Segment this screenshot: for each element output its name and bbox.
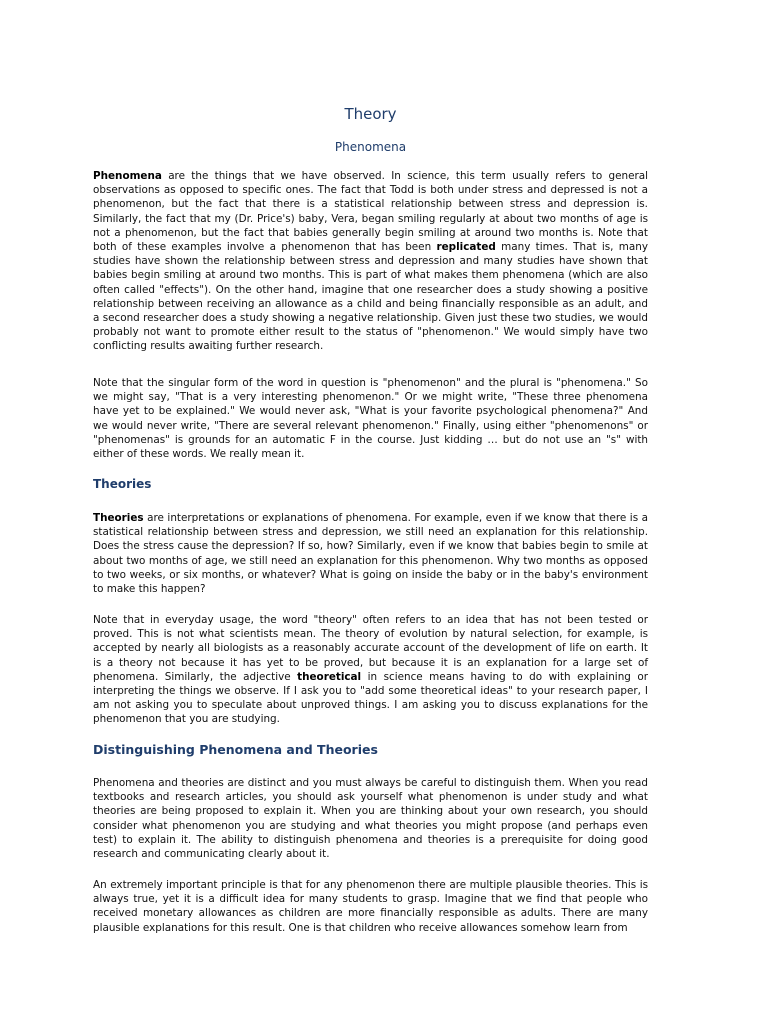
section-heading-distinguishing: Distinguishing Phenomena and Theories [93, 742, 378, 757]
distinguishing-paragraph-1: Phenomena and theories are distinct and you must always be careful to distinguish them. When you read textbooks and research articles, you should ask yourself what phenomenon is under study and what theories are being proposed to explain it. When you are thinking about your own research, you should consider what phenomenon you are studying and what theories you might propose (and perhaps even test) to explain it. The ability to distinguish phenomena and theories is a prerequisite for doing good research and communicating clearly about it. [93, 777, 648, 861]
distinguishing-paragraph-2: An extremely important principle is that for any phenomenon there are multiple plausible theories. This is always true, yet it is a difficult idea for many students to grasp. Imagine that we find that people who received monetary allowances as children are more financially responsible as adults. There are many plausible explanations for this result. One is that children who receive allowances somehow learn from [93, 879, 648, 934]
section-heading-phenomena: Phenomena [334, 140, 407, 154]
term-theoretical: theoretical [297, 670, 362, 683]
term-replicated: replicated [436, 241, 496, 254]
section-heading-theories: Theories [93, 477, 152, 491]
phenomena-paragraph-1: Phenomena are the things that we have observed. In science, this term usually refers to general observations as opposed to specific ones. The fact that Todd is both under stress and depressed is not a phenomenon, but the fact that there is a statistical relationship between stress and depression is. Similarly, the fact that my (Dr. Price's) baby, Vera, began smiling regularly at about two months of age is not a phenomenon, but the fact that babies generally begin smiling at around two months is. Note that both of these examples involve a phenomenon that has been replicated many times. That is, many studies have shown the relationship between stress and depression and many studies have shown that babies begin smiling at around two months. This is part of what makes them phenomena (which are also often called "effects"). On the other hand, imagine that one researcher does a study showing a positive relationship between receiving an allowance as a child and being financially responsible as an adult, and a second researcher does a study showing a negative relationship. Given just these two studies, we would probably not want to promote either result to the status of "phenomenon." We would simply have two conflicting results awaiting further research. [93, 170, 649, 353]
phenomena-paragraph-2: Note that the singular form of the word in question is "phenomenon" and the plural is "phenomena." So we might say, "That is a very interesting phenomenon." Or we might write, "These three phenomena have yet to be explained." We would never ask, "What is your favorite psychological phenomena?" And we would never write, "There are several relevant phenomenon." Finally, using either "phenomenons" or "phenomenas" is grounds for an automatic F in the course. Just kidding … but do not use an "s" with either of these words. We really mean it. [93, 377, 648, 461]
theories-paragraph-1: Theories are interpretations or explanations of phenomena. For example, even if we know that there is a statistical relationship between stress and depression, we still need an explanation for this relationship. Does the stress cause the depression? If so, how? Similarly, even if we know that babies begin to smile at about two months of age, we still need an explanation for this phenomenon. Why two months as opposed to two weeks, or six months, or whatever? What is going on inside the baby or in the baby's environment to make this happen? [93, 512, 648, 596]
term-theories: Theories [93, 512, 144, 524]
page-title: Theory [344, 105, 397, 123]
term-phenomena: Phenomena [93, 170, 162, 182]
theories-paragraph-2: Note that in everyday usage, the word "theory" often refers to an idea that has not been tested or proved. This is not what scientists mean. The theory of evolution by natural selection, for example, is accepted by nearly all biologists as a reasonably accurate account of the development of life on earth. It is a theory not because it has yet to be proved, but because it is an explanation for a large set of phenomena. Similarly, the adjective theoretical in science means having to do with explaining or interpreting the things we observe. If I ask you to "add some theoretical ideas" to your research paper, I am not asking you to speculate about unproved things. I am asking you to discuss explanations for the phenomenon that you are studying. [93, 614, 648, 726]
